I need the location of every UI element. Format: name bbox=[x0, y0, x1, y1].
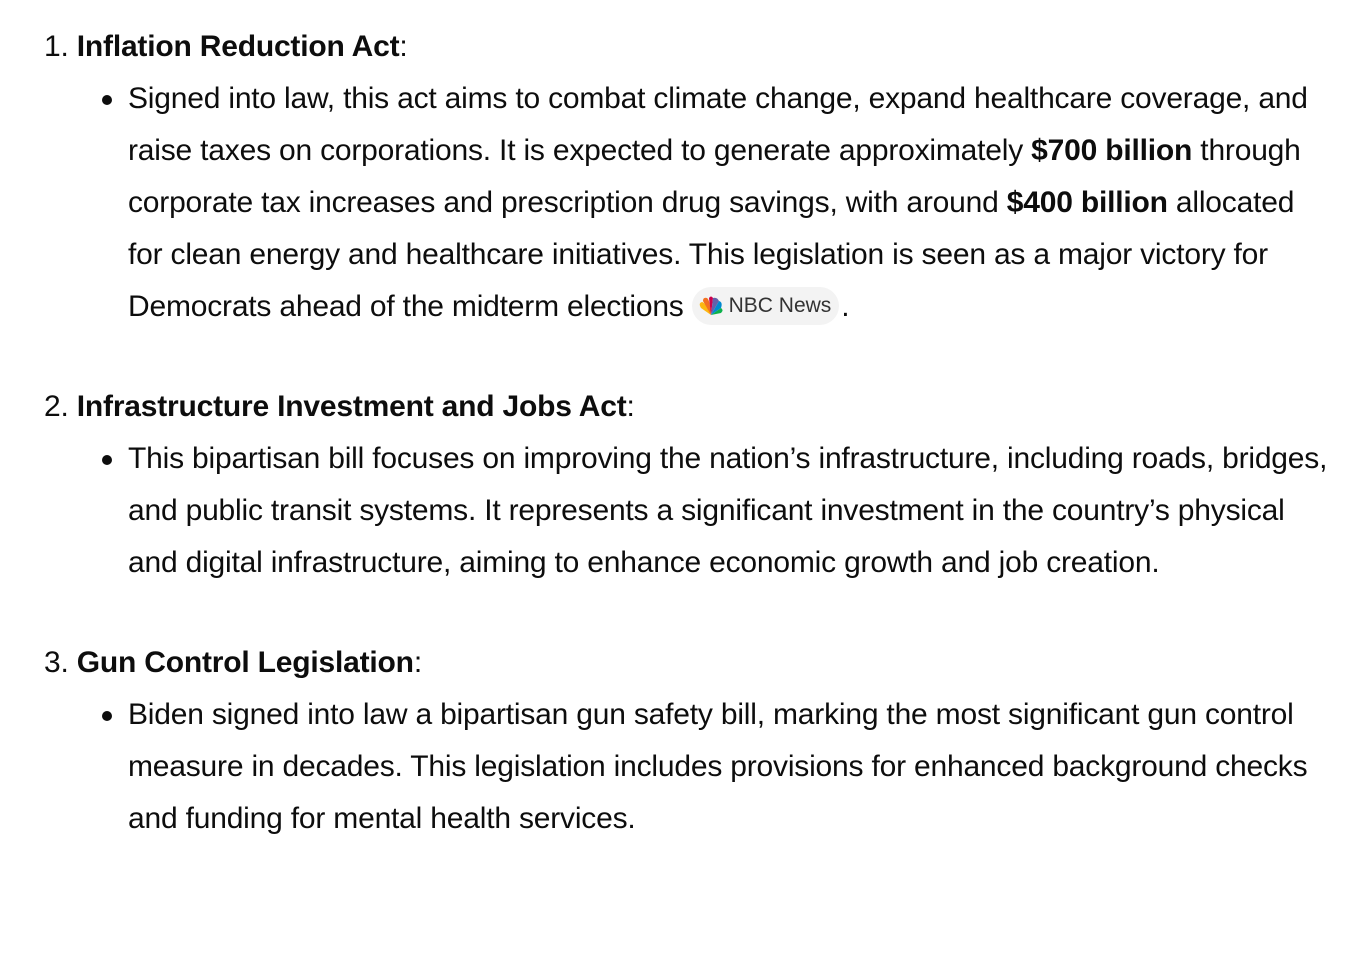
bullet-text: Biden signed into law a bipartisan gun safety bill, marking the most significant gun control measure in decades. This legislation includes provisions for enhanced background checks and funding for mental health services. bbox=[128, 698, 1308, 835]
bullet-icon bbox=[102, 455, 112, 465]
text-segment: through corporate tax increases and prescription drug savings, with around bbox=[128, 134, 1301, 219]
list-item-inflation-reduction-act bbox=[44, 21, 1344, 333]
item-title: Infrastructure Investment and Jobs Act bbox=[76, 390, 627, 423]
bullet-icon bbox=[102, 95, 112, 105]
list-item-gun-control-legislation bbox=[44, 637, 1344, 845]
bullet-item bbox=[44, 73, 1344, 333]
citation-chip-nbc-news[interactable] bbox=[692, 287, 840, 325]
text-segment: . bbox=[841, 290, 850, 323]
citation-label: NBC News bbox=[728, 294, 832, 318]
bullet-text: This bipartisan bill focuses on improving the nation’s infrastructure, including roads, bridges, and public transit systems. It represents a significant investment in the country’s physical and digital infrastructure, aiming to enhance economic growth and job creation. bbox=[128, 442, 1328, 579]
bullet-text bbox=[128, 73, 1328, 333]
list-number: 2. bbox=[44, 390, 69, 423]
nbc-peacock-icon bbox=[698, 296, 724, 316]
list-item-heading bbox=[44, 637, 1344, 689]
list-item-heading bbox=[44, 381, 1344, 433]
bullet-item bbox=[44, 689, 1344, 845]
item-title: Inflation Reduction Act bbox=[76, 30, 400, 63]
text-segment: Signed into law, this act aims to combat climate change, expand healthcare coverage, and raise taxes on corporations. It is expected to generate approximately bbox=[128, 82, 1308, 167]
list-number: 3. bbox=[44, 646, 69, 679]
title-suffix: : bbox=[413, 646, 422, 679]
list-item-infrastructure-act bbox=[44, 381, 1344, 589]
bullet-item bbox=[44, 433, 1344, 589]
title-suffix: : bbox=[626, 390, 635, 423]
title-suffix: : bbox=[399, 30, 408, 63]
list-number: 1. bbox=[44, 30, 69, 63]
text-segment: allocated for clean energy and healthcare initiatives. This legislation is seen as a major victory for Democrats ahead of the midterm elections bbox=[128, 186, 1295, 323]
bold-amount: $400 billion bbox=[1006, 186, 1168, 219]
item-title: Gun Control Legislation bbox=[76, 646, 414, 679]
bold-amount: $700 billion bbox=[1031, 134, 1193, 167]
bullet-icon bbox=[102, 711, 112, 721]
list-item-heading bbox=[44, 21, 1344, 73]
